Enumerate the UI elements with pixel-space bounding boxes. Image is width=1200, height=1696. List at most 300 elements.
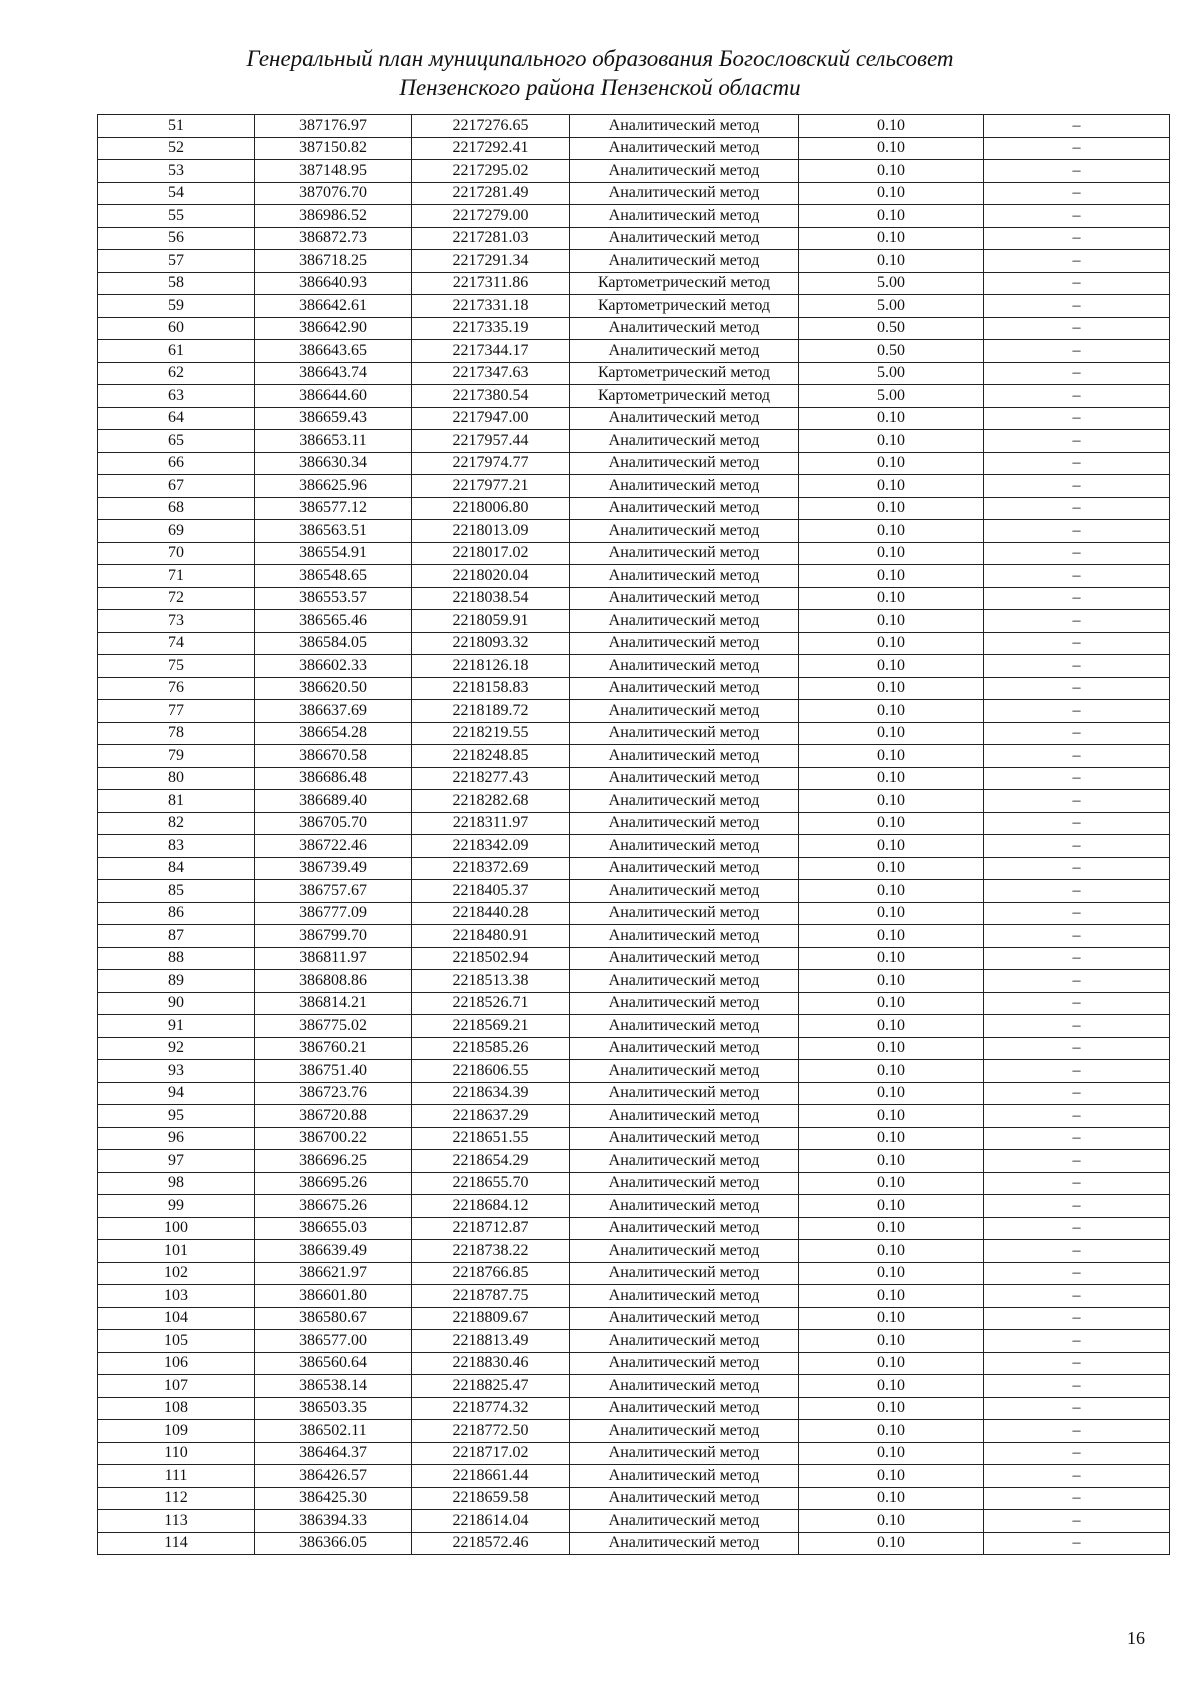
x-coordinate-cell: 386620.50	[255, 677, 412, 700]
y-coordinate-cell: 2218219.55	[412, 722, 570, 745]
point-number-cell: 113	[98, 1510, 255, 1533]
point-number-cell: 97	[98, 1150, 255, 1173]
table-row	[98, 295, 1170, 318]
point-number-cell: 63	[98, 385, 255, 408]
table-row	[98, 1037, 1170, 1060]
table-row	[98, 430, 1170, 453]
x-coordinate-cell: 386723.76	[255, 1082, 412, 1105]
x-coordinate-cell: 386560.64	[255, 1352, 412, 1375]
table-row	[98, 767, 1170, 790]
x-coordinate-cell: 387076.70	[255, 182, 412, 205]
method-cell: Аналитический метод	[570, 565, 799, 588]
accuracy-cell: 0.10	[799, 655, 984, 678]
point-number-cell: 66	[98, 452, 255, 475]
method-cell: Аналитический метод	[570, 677, 799, 700]
method-cell: Аналитический метод	[570, 1217, 799, 1240]
y-coordinate-cell: 2218712.87	[412, 1217, 570, 1240]
method-cell: Аналитический метод	[570, 632, 799, 655]
method-cell: Аналитический метод	[570, 835, 799, 858]
y-coordinate-cell: 2218738.22	[412, 1240, 570, 1263]
point-number-cell: 70	[98, 542, 255, 565]
point-number-cell: 102	[98, 1262, 255, 1285]
x-coordinate-cell: 386722.46	[255, 835, 412, 858]
x-coordinate-cell: 386601.80	[255, 1285, 412, 1308]
table-row	[98, 115, 1170, 138]
y-coordinate-cell: 2218772.50	[412, 1420, 570, 1443]
table-row	[98, 1442, 1170, 1465]
point-number-cell: 86	[98, 902, 255, 925]
point-number-cell: 76	[98, 677, 255, 700]
accuracy-cell: 0.10	[799, 722, 984, 745]
description-cell: –	[984, 475, 1170, 498]
table-row	[98, 1240, 1170, 1263]
accuracy-cell: 0.10	[799, 632, 984, 655]
y-coordinate-cell: 2218813.49	[412, 1330, 570, 1353]
description-cell: –	[984, 520, 1170, 543]
point-number-cell: 89	[98, 970, 255, 993]
y-coordinate-cell: 2218766.85	[412, 1262, 570, 1285]
table-row	[98, 970, 1170, 993]
accuracy-cell: 5.00	[799, 385, 984, 408]
description-cell: –	[984, 452, 1170, 475]
accuracy-cell: 0.50	[799, 317, 984, 340]
method-cell: Аналитический метод	[570, 1330, 799, 1353]
method-cell: Аналитический метод	[570, 1262, 799, 1285]
y-coordinate-cell: 2218189.72	[412, 700, 570, 723]
description-cell: –	[984, 970, 1170, 993]
x-coordinate-cell: 386705.70	[255, 812, 412, 835]
accuracy-cell: 0.10	[799, 745, 984, 768]
description-cell: –	[984, 1105, 1170, 1128]
y-coordinate-cell: 2217295.02	[412, 160, 570, 183]
accuracy-cell: 0.10	[799, 767, 984, 790]
point-number-cell: 72	[98, 587, 255, 610]
method-cell: Аналитический метод	[570, 1352, 799, 1375]
point-number-cell: 93	[98, 1060, 255, 1083]
accuracy-cell: 0.10	[799, 1060, 984, 1083]
point-number-cell: 101	[98, 1240, 255, 1263]
accuracy-cell: 0.10	[799, 1037, 984, 1060]
accuracy-cell: 0.10	[799, 835, 984, 858]
y-coordinate-cell: 2218282.68	[412, 790, 570, 813]
table-row	[98, 565, 1170, 588]
y-coordinate-cell: 2218017.02	[412, 542, 570, 565]
accuracy-cell: 0.10	[799, 992, 984, 1015]
y-coordinate-cell: 2217279.00	[412, 205, 570, 228]
x-coordinate-cell: 386696.25	[255, 1150, 412, 1173]
table-row	[98, 812, 1170, 835]
description-cell: –	[984, 677, 1170, 700]
accuracy-cell: 0.10	[799, 497, 984, 520]
description-cell: –	[984, 1150, 1170, 1173]
table-row	[98, 520, 1170, 543]
y-coordinate-cell: 2218440.28	[412, 902, 570, 925]
point-number-cell: 110	[98, 1442, 255, 1465]
x-coordinate-cell: 386811.97	[255, 947, 412, 970]
accuracy-cell: 0.10	[799, 1082, 984, 1105]
description-cell: –	[984, 1352, 1170, 1375]
table-row	[98, 1330, 1170, 1353]
method-cell: Аналитический метод	[570, 880, 799, 903]
y-coordinate-cell: 2217335.19	[412, 317, 570, 340]
accuracy-cell: 0.10	[799, 1510, 984, 1533]
method-cell: Аналитический метод	[570, 947, 799, 970]
accuracy-cell: 0.10	[799, 970, 984, 993]
point-number-cell: 92	[98, 1037, 255, 1060]
y-coordinate-cell: 2218372.69	[412, 857, 570, 880]
method-cell: Аналитический метод	[570, 1397, 799, 1420]
method-cell: Картометрический метод	[570, 295, 799, 318]
y-coordinate-cell: 2218013.09	[412, 520, 570, 543]
table-row	[98, 722, 1170, 745]
y-coordinate-cell: 2218717.02	[412, 1442, 570, 1465]
point-number-cell: 109	[98, 1420, 255, 1443]
method-cell: Аналитический метод	[570, 722, 799, 745]
description-cell: –	[984, 340, 1170, 363]
x-coordinate-cell: 386777.09	[255, 902, 412, 925]
x-coordinate-cell: 386653.11	[255, 430, 412, 453]
method-cell: Аналитический метод	[570, 745, 799, 768]
table-row	[98, 1465, 1170, 1488]
accuracy-cell: 0.10	[799, 452, 984, 475]
method-cell: Аналитический метод	[570, 1487, 799, 1510]
accuracy-cell: 0.10	[799, 1330, 984, 1353]
y-coordinate-cell: 2218020.04	[412, 565, 570, 588]
description-cell: –	[984, 1127, 1170, 1150]
method-cell: Аналитический метод	[570, 1375, 799, 1398]
accuracy-cell: 0.10	[799, 250, 984, 273]
accuracy-cell: 0.10	[799, 1285, 984, 1308]
accuracy-cell: 0.10	[799, 1420, 984, 1443]
accuracy-cell: 0.10	[799, 115, 984, 138]
description-cell: –	[984, 362, 1170, 385]
description-cell: –	[984, 1532, 1170, 1555]
point-number-cell: 68	[98, 497, 255, 520]
accuracy-cell: 0.10	[799, 205, 984, 228]
x-coordinate-cell: 387176.97	[255, 115, 412, 138]
accuracy-cell: 5.00	[799, 362, 984, 385]
method-cell: Аналитический метод	[570, 1510, 799, 1533]
table-row	[98, 880, 1170, 903]
x-coordinate-cell: 386580.67	[255, 1307, 412, 1330]
method-cell: Аналитический метод	[570, 610, 799, 633]
description-cell: –	[984, 295, 1170, 318]
y-coordinate-cell: 2218651.55	[412, 1127, 570, 1150]
x-coordinate-cell: 386654.28	[255, 722, 412, 745]
description-cell: –	[984, 430, 1170, 453]
x-coordinate-cell: 386644.60	[255, 385, 412, 408]
point-number-cell: 90	[98, 992, 255, 1015]
y-coordinate-cell: 2217281.03	[412, 227, 570, 250]
y-coordinate-cell: 2218038.54	[412, 587, 570, 610]
accuracy-cell: 0.10	[799, 677, 984, 700]
y-coordinate-cell: 2218006.80	[412, 497, 570, 520]
method-cell: Аналитический метод	[570, 1420, 799, 1443]
method-cell: Аналитический метод	[570, 520, 799, 543]
x-coordinate-cell: 387150.82	[255, 137, 412, 160]
description-cell: –	[984, 610, 1170, 633]
description-cell: –	[984, 182, 1170, 205]
x-coordinate-cell: 386639.49	[255, 1240, 412, 1263]
x-coordinate-cell: 386538.14	[255, 1375, 412, 1398]
x-coordinate-cell: 386394.33	[255, 1510, 412, 1533]
y-coordinate-cell: 2217276.65	[412, 115, 570, 138]
method-cell: Аналитический метод	[570, 1172, 799, 1195]
method-cell: Аналитический метод	[570, 475, 799, 498]
y-coordinate-cell: 2218787.75	[412, 1285, 570, 1308]
description-cell: –	[984, 857, 1170, 880]
x-coordinate-cell: 386563.51	[255, 520, 412, 543]
y-coordinate-cell: 2218572.46	[412, 1532, 570, 1555]
method-cell: Аналитический метод	[570, 1465, 799, 1488]
method-cell: Аналитический метод	[570, 655, 799, 678]
table-row	[98, 1195, 1170, 1218]
x-coordinate-cell: 386464.37	[255, 1442, 412, 1465]
x-coordinate-cell: 386659.43	[255, 407, 412, 430]
description-cell: –	[984, 902, 1170, 925]
description-cell: –	[984, 227, 1170, 250]
point-number-cell: 106	[98, 1352, 255, 1375]
table-row	[98, 317, 1170, 340]
method-cell: Аналитический метод	[570, 407, 799, 430]
method-cell: Аналитический метод	[570, 1240, 799, 1263]
table-row	[98, 1352, 1170, 1375]
accuracy-cell: 0.10	[799, 1105, 984, 1128]
table-row	[98, 1105, 1170, 1128]
y-coordinate-cell: 2217311.86	[412, 272, 570, 295]
description-cell: –	[984, 925, 1170, 948]
y-coordinate-cell: 2218809.67	[412, 1307, 570, 1330]
x-coordinate-cell: 386757.67	[255, 880, 412, 903]
point-number-cell: 104	[98, 1307, 255, 1330]
method-cell: Аналитический метод	[570, 812, 799, 835]
point-number-cell: 114	[98, 1532, 255, 1555]
y-coordinate-cell: 2218342.09	[412, 835, 570, 858]
description-cell: –	[984, 542, 1170, 565]
table-row	[98, 1375, 1170, 1398]
point-number-cell: 108	[98, 1397, 255, 1420]
accuracy-cell: 5.00	[799, 272, 984, 295]
y-coordinate-cell: 2217331.18	[412, 295, 570, 318]
point-number-cell: 82	[98, 812, 255, 835]
point-number-cell: 85	[98, 880, 255, 903]
y-coordinate-cell: 2218659.58	[412, 1487, 570, 1510]
table-row	[98, 902, 1170, 925]
x-coordinate-cell: 386503.35	[255, 1397, 412, 1420]
x-coordinate-cell: 386689.40	[255, 790, 412, 813]
method-cell: Аналитический метод	[570, 587, 799, 610]
method-cell: Аналитический метод	[570, 970, 799, 993]
method-cell: Картометрический метод	[570, 362, 799, 385]
accuracy-cell: 0.10	[799, 700, 984, 723]
x-coordinate-cell: 386872.73	[255, 227, 412, 250]
x-coordinate-cell: 386640.93	[255, 272, 412, 295]
description-cell: –	[984, 722, 1170, 745]
accuracy-cell: 0.10	[799, 1150, 984, 1173]
point-number-cell: 84	[98, 857, 255, 880]
point-number-cell: 67	[98, 475, 255, 498]
point-number-cell: 57	[98, 250, 255, 273]
description-cell: –	[984, 1262, 1170, 1285]
accuracy-cell: 0.10	[799, 857, 984, 880]
x-coordinate-cell: 386637.69	[255, 700, 412, 723]
table-row	[98, 632, 1170, 655]
table-row	[98, 992, 1170, 1015]
method-cell: Аналитический метод	[570, 1015, 799, 1038]
y-coordinate-cell: 2218093.32	[412, 632, 570, 655]
method-cell: Аналитический метод	[570, 992, 799, 1015]
method-cell: Аналитический метод	[570, 1285, 799, 1308]
method-cell: Аналитический метод	[570, 430, 799, 453]
accuracy-cell: 0.10	[799, 1217, 984, 1240]
table-row	[98, 1127, 1170, 1150]
x-coordinate-cell: 386760.21	[255, 1037, 412, 1060]
coordinates-table-body	[98, 115, 1170, 1555]
description-cell: –	[984, 272, 1170, 295]
point-number-cell: 111	[98, 1465, 255, 1488]
description-cell: –	[984, 1510, 1170, 1533]
table-row	[98, 835, 1170, 858]
x-coordinate-cell: 386986.52	[255, 205, 412, 228]
x-coordinate-cell: 386642.90	[255, 317, 412, 340]
accuracy-cell: 0.10	[799, 1442, 984, 1465]
description-cell: –	[984, 587, 1170, 610]
y-coordinate-cell: 2218311.97	[412, 812, 570, 835]
description-cell: –	[984, 1195, 1170, 1218]
point-number-cell: 100	[98, 1217, 255, 1240]
x-coordinate-cell: 386584.05	[255, 632, 412, 655]
x-coordinate-cell: 386775.02	[255, 1015, 412, 1038]
table-row	[98, 137, 1170, 160]
x-coordinate-cell: 386630.34	[255, 452, 412, 475]
accuracy-cell: 0.10	[799, 565, 984, 588]
table-row	[98, 250, 1170, 273]
method-cell: Аналитический метод	[570, 902, 799, 925]
point-number-cell: 99	[98, 1195, 255, 1218]
point-number-cell: 103	[98, 1285, 255, 1308]
accuracy-cell: 0.10	[799, 137, 984, 160]
y-coordinate-cell: 2218405.37	[412, 880, 570, 903]
point-number-cell: 77	[98, 700, 255, 723]
y-coordinate-cell: 2217347.63	[412, 362, 570, 385]
description-cell: –	[984, 137, 1170, 160]
method-cell: Картометрический метод	[570, 272, 799, 295]
x-coordinate-cell: 386675.26	[255, 1195, 412, 1218]
description-cell: –	[984, 1375, 1170, 1398]
table-row	[98, 1082, 1170, 1105]
method-cell: Аналитический метод	[570, 1037, 799, 1060]
method-cell: Аналитический метод	[570, 1532, 799, 1555]
y-coordinate-cell: 2218654.29	[412, 1150, 570, 1173]
description-cell: –	[984, 1465, 1170, 1488]
accuracy-cell: 0.10	[799, 610, 984, 633]
table-row	[98, 1510, 1170, 1533]
x-coordinate-cell: 386655.03	[255, 1217, 412, 1240]
accuracy-cell: 0.10	[799, 542, 984, 565]
point-number-cell: 52	[98, 137, 255, 160]
description-cell: –	[984, 1285, 1170, 1308]
y-coordinate-cell: 2217292.41	[412, 137, 570, 160]
y-coordinate-cell: 2218513.38	[412, 970, 570, 993]
accuracy-cell: 0.10	[799, 1397, 984, 1420]
accuracy-cell: 0.10	[799, 1240, 984, 1263]
accuracy-cell: 5.00	[799, 295, 984, 318]
accuracy-cell: 0.10	[799, 1195, 984, 1218]
coordinates-table	[97, 114, 1170, 1555]
table-row	[98, 925, 1170, 948]
x-coordinate-cell: 386700.22	[255, 1127, 412, 1150]
point-number-cell: 71	[98, 565, 255, 588]
table-row	[98, 1262, 1170, 1285]
description-cell: –	[984, 385, 1170, 408]
y-coordinate-cell: 2218248.85	[412, 745, 570, 768]
x-coordinate-cell: 386502.11	[255, 1420, 412, 1443]
method-cell: Аналитический метод	[570, 1060, 799, 1083]
table-row	[98, 385, 1170, 408]
y-coordinate-cell: 2217380.54	[412, 385, 570, 408]
description-cell: –	[984, 767, 1170, 790]
point-number-cell: 58	[98, 272, 255, 295]
description-cell: –	[984, 812, 1170, 835]
point-number-cell: 79	[98, 745, 255, 768]
accuracy-cell: 0.10	[799, 1532, 984, 1555]
method-cell: Аналитический метод	[570, 1082, 799, 1105]
y-coordinate-cell: 2217291.34	[412, 250, 570, 273]
y-coordinate-cell: 2218480.91	[412, 925, 570, 948]
accuracy-cell: 0.10	[799, 902, 984, 925]
point-number-cell: 105	[98, 1330, 255, 1353]
method-cell: Картометрический метод	[570, 385, 799, 408]
description-cell: –	[984, 700, 1170, 723]
method-cell: Аналитический метод	[570, 925, 799, 948]
point-number-cell: 95	[98, 1105, 255, 1128]
description-cell: –	[984, 1307, 1170, 1330]
y-coordinate-cell: 2217947.00	[412, 407, 570, 430]
description-cell: –	[984, 497, 1170, 520]
description-cell: –	[984, 407, 1170, 430]
accuracy-cell: 0.10	[799, 812, 984, 835]
description-cell: –	[984, 1172, 1170, 1195]
point-number-cell: 75	[98, 655, 255, 678]
accuracy-cell: 0.10	[799, 1352, 984, 1375]
table-row	[98, 205, 1170, 228]
table-row	[98, 610, 1170, 633]
point-number-cell: 59	[98, 295, 255, 318]
description-cell: –	[984, 1082, 1170, 1105]
document-header	[0, 44, 1200, 102]
y-coordinate-cell: 2218059.91	[412, 610, 570, 633]
point-number-cell: 64	[98, 407, 255, 430]
table-row	[98, 1420, 1170, 1443]
y-coordinate-cell: 2218606.55	[412, 1060, 570, 1083]
table-row	[98, 655, 1170, 678]
method-cell: Аналитический метод	[570, 182, 799, 205]
table-row	[98, 745, 1170, 768]
description-cell: –	[984, 1037, 1170, 1060]
x-coordinate-cell: 386686.48	[255, 767, 412, 790]
method-cell: Аналитический метод	[570, 227, 799, 250]
description-cell: –	[984, 250, 1170, 273]
table-row	[98, 1487, 1170, 1510]
accuracy-cell: 0.10	[799, 407, 984, 430]
description-cell: –	[984, 1487, 1170, 1510]
description-cell: –	[984, 632, 1170, 655]
point-number-cell: 112	[98, 1487, 255, 1510]
method-cell: Аналитический метод	[570, 497, 799, 520]
table-row	[98, 587, 1170, 610]
point-number-cell: 56	[98, 227, 255, 250]
x-coordinate-cell: 386718.25	[255, 250, 412, 273]
